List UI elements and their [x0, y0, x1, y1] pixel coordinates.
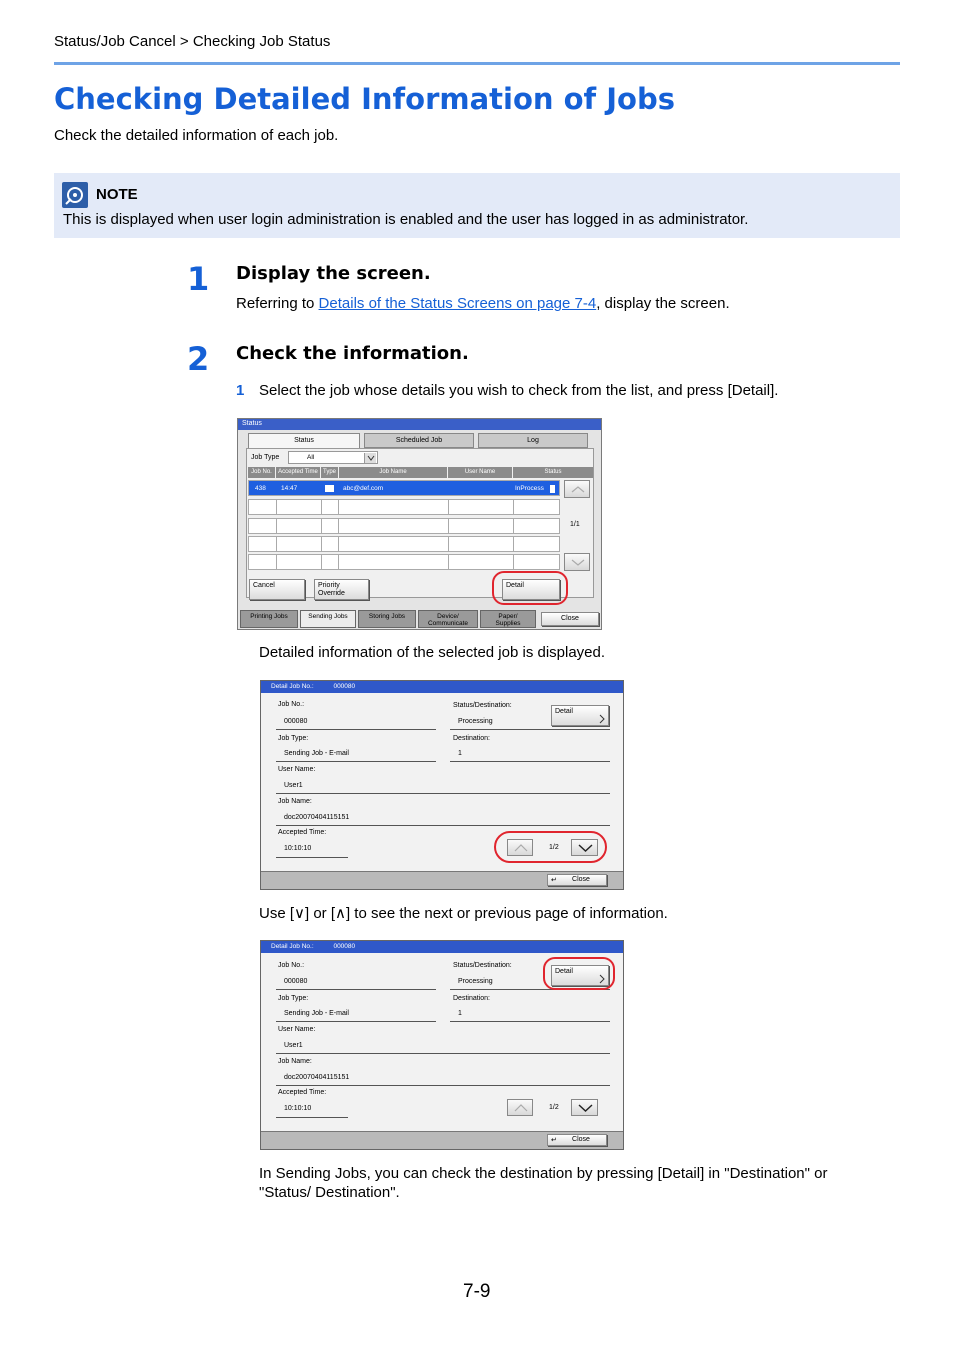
cell-status: InProcess — [515, 485, 544, 492]
job-name-value: doc20070404115151 — [284, 1074, 350, 1081]
detail-footer — [261, 1131, 623, 1149]
status-destination-value: Processing — [458, 978, 493, 985]
detail-page-indicator: 1/2 — [549, 844, 559, 851]
tab-paper-supplies[interactable]: Paper/ Supplies — [480, 610, 536, 628]
col-accepted-time: Accepted Time — [276, 467, 320, 478]
table-row[interactable] — [248, 536, 560, 552]
job-type-label: Job Type: — [278, 995, 309, 1002]
page-number: 7-9 — [463, 1281, 491, 1302]
cell-time: 14:47 — [281, 485, 298, 492]
step-1-text-before: Referring to — [236, 295, 319, 312]
job-no-value: 000080 — [284, 718, 308, 725]
substep-number: 1 — [236, 382, 245, 399]
chevron-right-icon — [599, 714, 605, 724]
detail-close-button[interactable] — [547, 874, 607, 886]
detail-screen-header — [261, 681, 623, 693]
col-job-no: Job No. — [248, 467, 275, 478]
table-row[interactable] — [248, 518, 560, 534]
chevron-down-icon — [572, 1100, 599, 1117]
status-detail-button[interactable] — [551, 705, 609, 726]
job-name-label: Job Name: — [278, 1058, 312, 1065]
cancel-button[interactable]: Cancel — [249, 579, 305, 600]
next-page-button[interactable] — [571, 1099, 598, 1116]
job-type-value: Sending Job - E-mail — [284, 1010, 349, 1017]
job-type-value: Sending Job - E-mail — [284, 750, 349, 757]
return-icon: ↵ — [551, 877, 557, 884]
send-type-icon — [325, 485, 334, 492]
accepted-time-label: Accepted Time: — [278, 1089, 327, 1096]
status-destination-label: Status/Destination: — [453, 702, 512, 709]
caption-page-navigation: Use [∨] or [∧] to see the next or previous page of information. — [259, 905, 668, 922]
destination-label: Destination: — [453, 995, 490, 1002]
destination-value: 1 — [458, 750, 462, 757]
tab-printing-jobs[interactable]: Printing Jobs — [240, 610, 298, 628]
user-name-value: User1 — [284, 782, 303, 789]
tab-log[interactable]: Log — [478, 433, 588, 448]
step-1-number: 1 — [187, 260, 210, 298]
col-type: Type — [321, 467, 338, 478]
scroll-down-button[interactable] — [564, 553, 590, 571]
note-box — [54, 173, 900, 238]
col-status: Status — [513, 467, 593, 478]
job-no-label: Job No.: — [278, 701, 305, 708]
table-row[interactable] — [248, 499, 560, 515]
detail-job-no-label: Detail Job No.: — [271, 943, 314, 950]
status-screen — [237, 418, 602, 630]
highlight-ring — [543, 957, 615, 990]
intro-text: Check the detailed information of each job. — [54, 127, 339, 144]
user-name-label: User Name: — [278, 766, 316, 773]
detail-button[interactable]: Detail — [502, 579, 560, 600]
status-destination-label: Status/Destination: — [453, 962, 512, 969]
priority-override-button[interactable]: Priority Override — [314, 579, 369, 600]
col-job-name: Job Name — [339, 467, 447, 478]
job-no-label: Job No.: — [278, 962, 305, 969]
cell-job-no: 438 — [255, 485, 266, 492]
progress-indicator — [550, 485, 555, 493]
status-screens-link[interactable]: Details of the Status Screens on page 7-4 — [318, 295, 597, 312]
cell-job-name: abc@def.com — [343, 485, 384, 492]
detail-footer — [261, 871, 623, 889]
chevron-up-icon — [508, 1100, 534, 1117]
prev-page-button[interactable] — [507, 1099, 533, 1116]
page-title: Checking Detailed Information of Jobs — [54, 82, 675, 116]
substep-text: Select the job whose details you wish to check from the list, and press [Detail]. — [259, 382, 779, 399]
user-name-value: User1 — [284, 1042, 303, 1049]
detail-close-label: Close — [572, 876, 590, 883]
detail-close-button[interactable] — [547, 1134, 607, 1146]
job-type-label: Job Type: — [278, 735, 309, 742]
job-type-select[interactable] — [288, 451, 378, 464]
table-row[interactable] — [248, 554, 560, 570]
header-rule — [54, 62, 900, 65]
job-type-label: Job Type — [251, 454, 280, 461]
accepted-time-label: Accepted Time: — [278, 829, 327, 836]
close-button[interactable]: Close — [541, 612, 599, 626]
breadcrumb: Status/Job Cancel > Checking Job Status — [54, 33, 331, 50]
accepted-time-value: 10:10:10 — [284, 845, 312, 852]
tab-status[interactable]: Status — [248, 433, 360, 449]
note-text: This is displayed when user login administration is enabled and the user has logged in as administrator. — [63, 211, 749, 228]
tab-storing-jobs[interactable]: Storing Jobs — [358, 610, 416, 628]
chevron-up-icon — [565, 481, 591, 499]
job-name-label: Job Name: — [278, 798, 312, 805]
detail-close-label: Close — [572, 1136, 590, 1143]
job-name-value: doc20070404115151 — [284, 814, 350, 821]
step-1-text — [236, 295, 730, 312]
note-icon — [62, 182, 88, 208]
highlight-ring — [492, 571, 568, 605]
detail-job-no-value: 000080 — [333, 683, 356, 690]
detail-screen-page-nav — [260, 680, 624, 890]
detail-screen-header — [261, 941, 623, 953]
col-user-name: User Name — [448, 467, 512, 478]
step-2-number: 2 — [187, 340, 210, 378]
caption-detail-displayed: Detailed information of the selected job is displayed. — [259, 644, 606, 661]
chevron-down-icon — [364, 453, 376, 463]
status-destination-value: Processing — [458, 718, 493, 725]
detail-page-indicator: 1/2 — [549, 1104, 559, 1111]
detail-job-no-value: 000080 — [333, 943, 356, 950]
chevron-down-icon — [565, 554, 591, 572]
status-detail-label: Detail — [555, 708, 573, 715]
tab-device-communicate[interactable]: Device/ Communicate — [418, 610, 478, 628]
destination-label: Destination: — [453, 735, 490, 742]
step-2-title: Check the information. — [236, 343, 469, 364]
scroll-up-button[interactable] — [564, 480, 590, 498]
detail-job-no-label: Detail Job No.: — [271, 683, 314, 690]
step-1-text-after: , display the screen. — [596, 295, 730, 312]
table-row-selected[interactable] — [248, 480, 560, 496]
tab-scheduled-job[interactable]: Scheduled Job — [364, 433, 474, 448]
destination-value: 1 — [458, 1010, 462, 1017]
job-no-value: 000080 — [284, 978, 308, 985]
return-icon: ↵ — [551, 1137, 557, 1144]
note-label: NOTE — [96, 186, 138, 203]
job-type-value: All — [307, 454, 315, 461]
status-detail-label: Detail — [555, 968, 573, 975]
step-1-title: Display the screen. — [236, 263, 431, 284]
tab-sending-jobs[interactable]: Sending Jobs — [300, 610, 356, 628]
list-page-indicator: 1/1 — [570, 521, 580, 528]
highlight-ring — [494, 831, 607, 863]
detail-screen-detail-button — [260, 940, 624, 1150]
accepted-time-value: 10:10:10 — [284, 1105, 312, 1112]
status-screen-header: Status — [238, 419, 601, 430]
user-name-label: User Name: — [278, 1026, 316, 1033]
caption-sending-jobs-destination: In Sending Jobs, you can check the destination by pressing [Detail] in "Destination" or "Status/ Destination". — [259, 1165, 828, 1201]
